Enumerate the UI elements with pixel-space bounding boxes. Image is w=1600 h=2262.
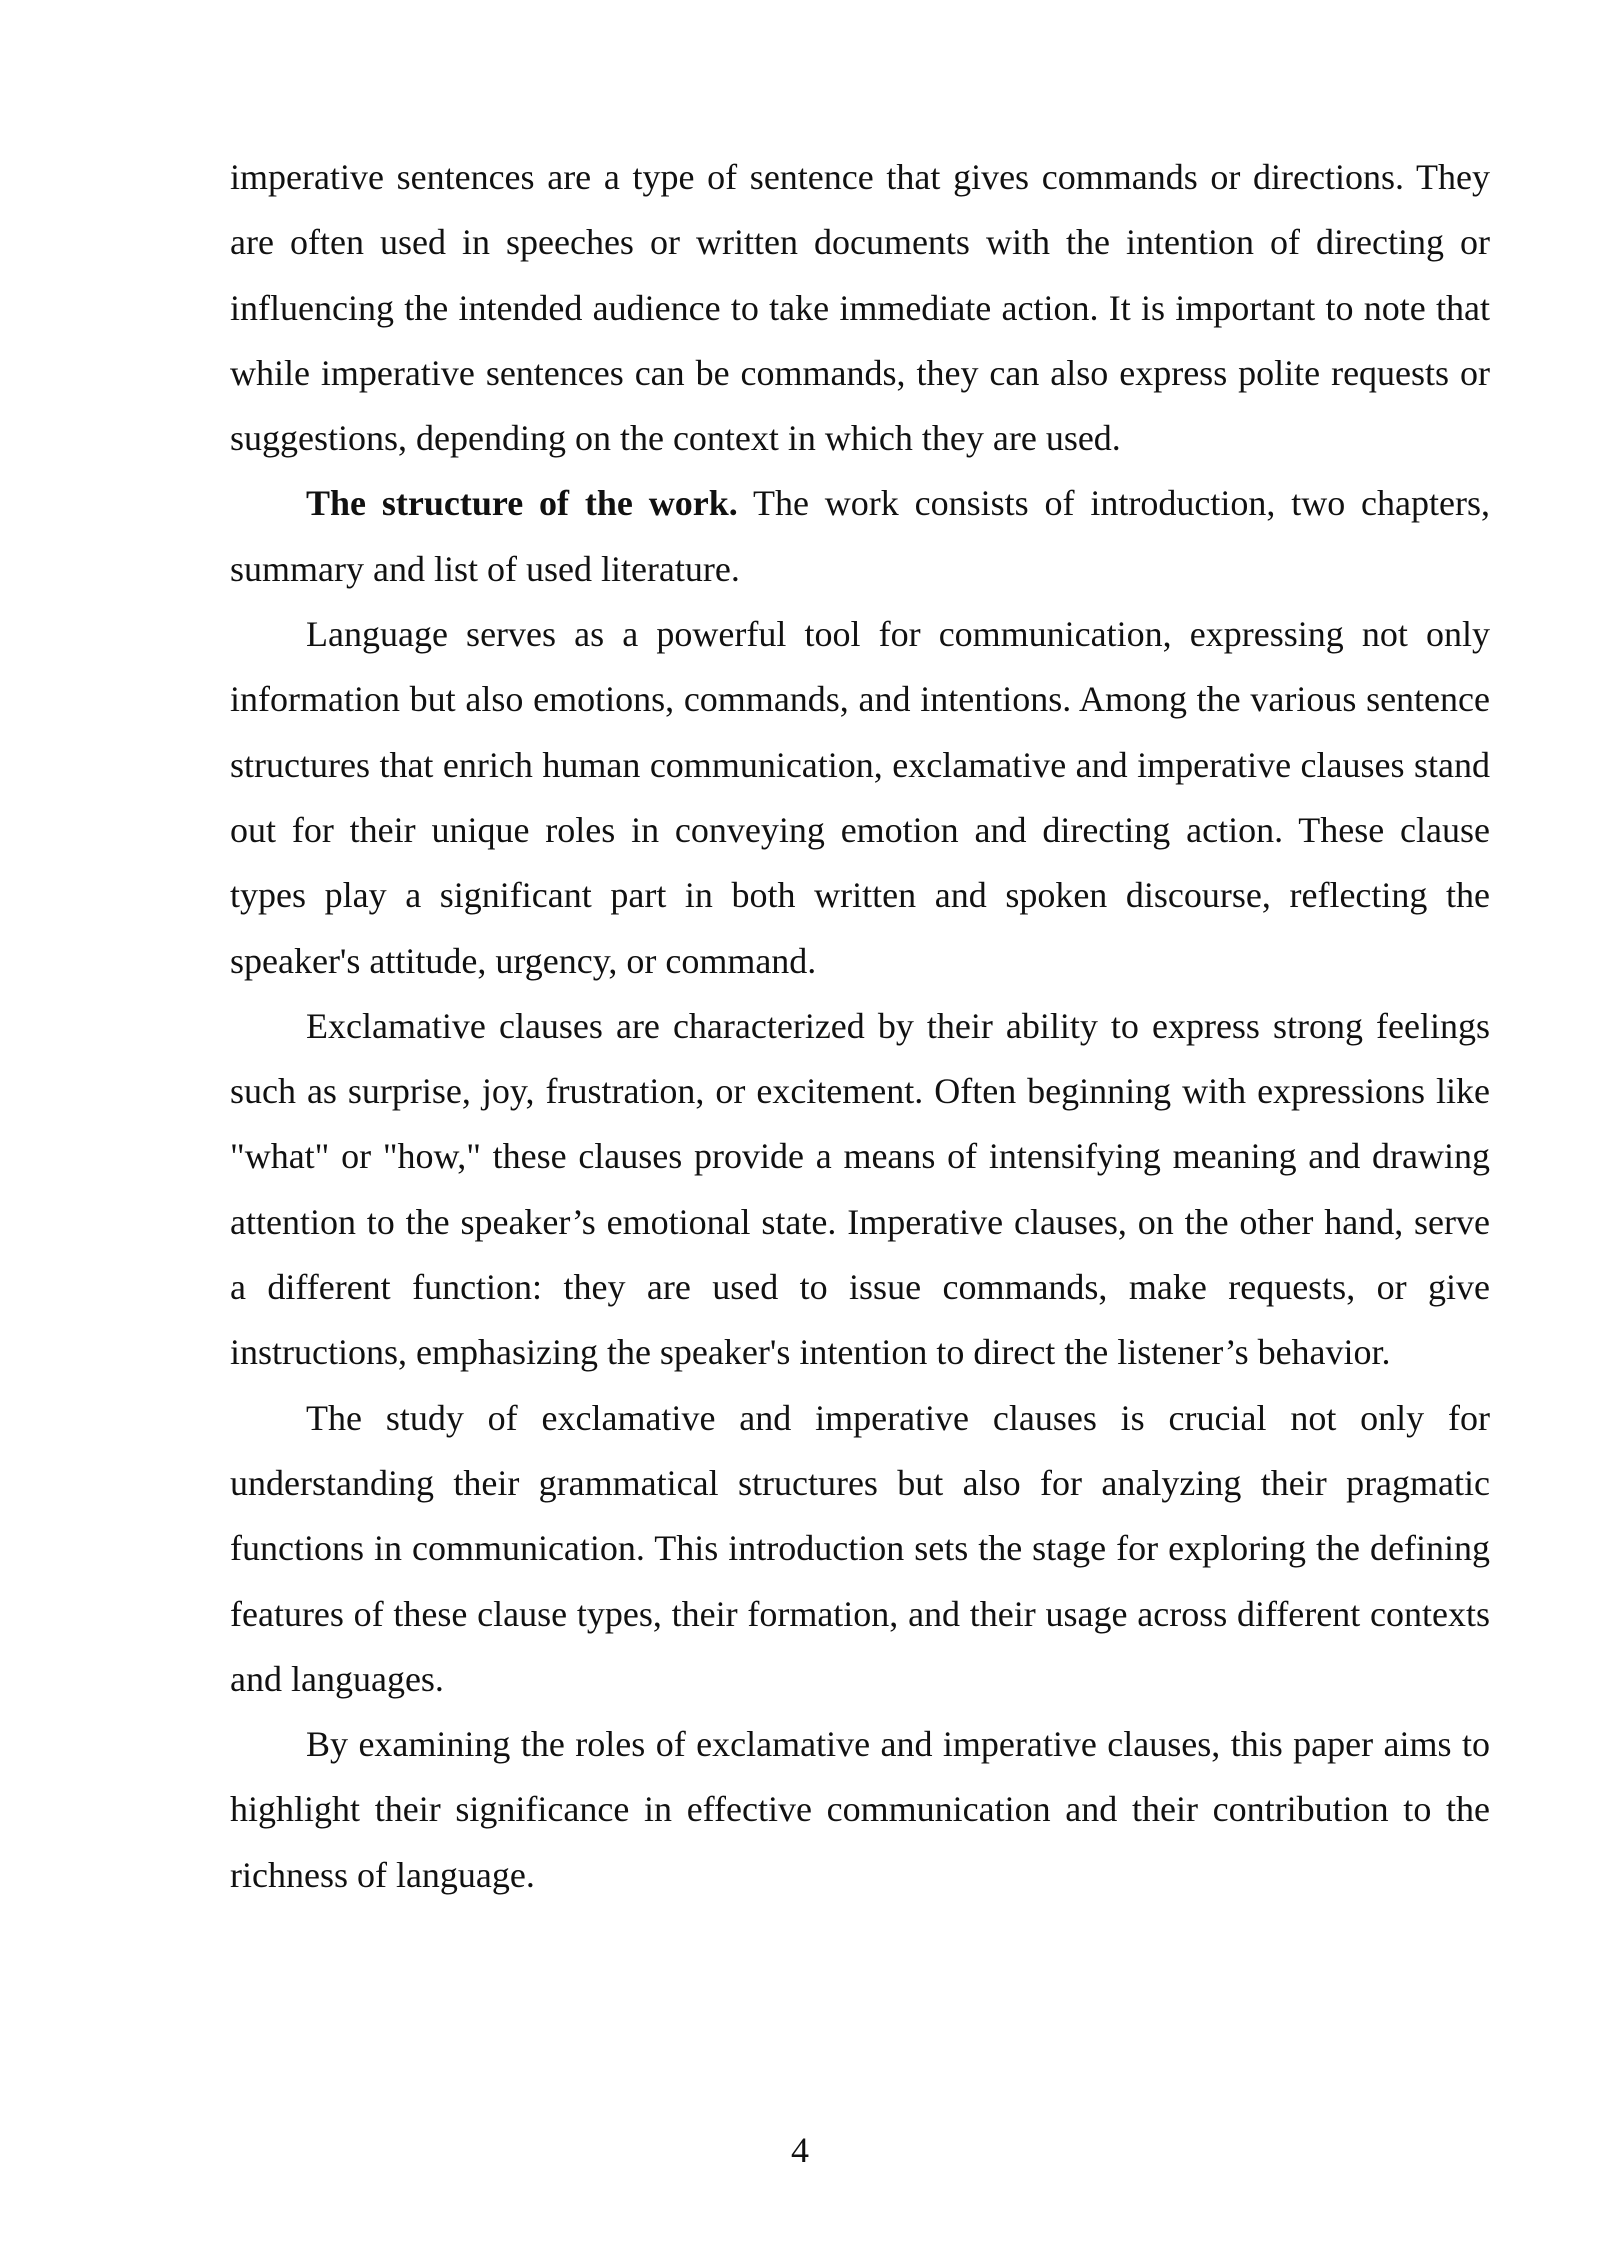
body-text [230,145,1490,1908]
paragraph-2-text: The work consists of introduction, two chapters, summary and list of used literature. [230,483,1490,589]
paragraph-2 [230,471,1490,602]
paragraph-6-text: By examining the roles of exclamative and imperative clauses, this paper aims to highlight their significance in effective communication and their contribution to the richness of language. [230,1724,1490,1895]
paragraph-5-text: The study of exclamative and imperative clauses is crucial not only for understanding their grammatical structures but also for analyzing their pragmatic functions in communication. This introduction sets the stage for exploring the defining features of these clause types, their formation, and their usage across different contexts and languages. [230,1397,1490,1699]
paragraph-3 [230,602,1490,994]
page-number: 4 [791,2130,809,2170]
paragraph-1 [230,145,1490,471]
paragraph-4 [230,994,1490,1386]
paragraph-3-text: Language serves as a powerful tool for communication, expressing not only information but also emotions, commands, and intentions. Among the various sentence structures that enrich human communication, exclamative and imperative clauses stand out for their unique roles in conveying emotion and directing action. These clause types play a significant part in both written and spoken discourse, reflecting the speaker's attitude, urgency, or command. [230,614,1490,981]
paragraph-1-text: imperative sentences are a type of sentence that gives commands or directions. They are often used in speeches or written documents with the intention of directing or influencing the intended audience to take immediate action. It is important to note that while imperative sentences can be commands, they can also express polite requests or suggestions, depending on the context in which they are used. [230,157,1490,459]
paragraph-4-text: Exclamative clauses are characterized by their ability to express strong feelings such as surprise, joy, frustration, or excitement. Often beginning with expressions like "what" or "how," these clauses provide a means of intensifying meaning and drawing attention to the speaker’s emotional state. Imperative clauses, on the other hand, serve a different function: they are used to issue commands, make requests, or give instructions, emphasizing the speaker's intention to direct the listener’s behavior. [230,1005,1490,1373]
structure-heading: The structure of the work. [306,483,738,524]
paragraph-6 [230,1712,1490,1908]
paragraph-5 [230,1386,1490,1712]
